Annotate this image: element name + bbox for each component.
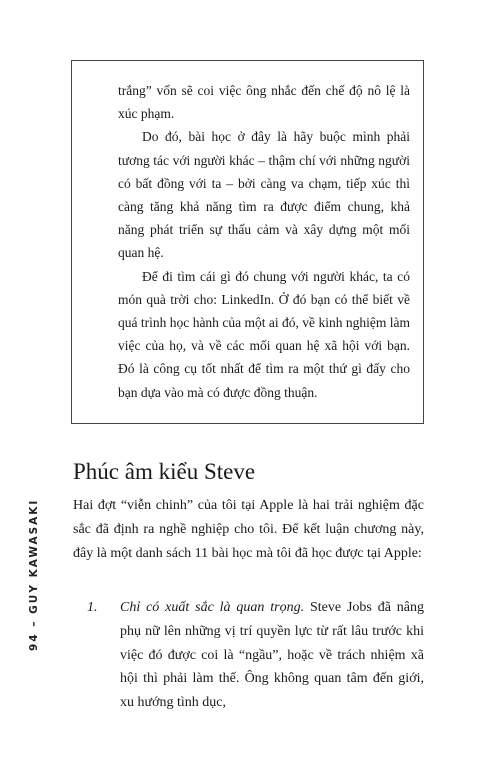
list-item-text: Steve Jobs đã nâng phụ nữ lên những vị trí quyền lực từ rất lâu trước khi việc đó được coi là “ngầu”, hoặc về trách nhiệm xã hội thì phải làm thế. Ông không quan tâm đến giới, xu hướng tình dục, (120, 600, 425, 711)
box-paragraph-2: Do đó, bài học ở đây là hãy buộc mình phải tương tác với người khác – thậm chí với những người có bất đồng với ta – bởi càng va chạm, tiếp xúc thì càng tăng khả năng tìm ra được điểm chung, khả năng phát triển sự thấu cảm và xây dựng một mối quan hệ. (118, 129, 410, 261)
list-item-body (120, 596, 424, 715)
list-item-title: Chỉ có xuất sắc là quan trọng. (120, 600, 305, 615)
list-item-number: 1. (87, 600, 98, 615)
sidebar-box (71, 60, 424, 424)
list-item (87, 596, 424, 715)
sidebar-box-text (118, 79, 410, 404)
box-paragraph-3: Để đi tìm cái gì đó chung với người khác, ta có món quà trời cho: LinkedIn. Ở đó bạn có thể biết về quá trình học hành của một ai đó, về kinh nghiệm làm việc của họ, và về các mối quan hệ xã hội với bạn. Đó là công cụ tốt nhất để tìm ra một thứ gì đấy cho bạn dựa vào mà có được đồng thuận. (118, 268, 410, 400)
running-head: 94 – GUY KAWASAKI (28, 498, 40, 651)
box-paragraph-1: trắng” vốn sẽ coi việc ông nhắc đến chế độ nô lệ là xúc phạm. (118, 83, 410, 122)
section-intro: Hai đợt “viễn chinh” của tôi tại Apple là hai trải nghiệm đặc sắc đã định ra nghề nghiệp cho tôi. Để kết luận chương này, đây là một danh sách 11 bài học mà tôi đã học được tại Apple: (73, 498, 424, 562)
section-heading: Phúc âm kiểu Steve (73, 459, 256, 484)
